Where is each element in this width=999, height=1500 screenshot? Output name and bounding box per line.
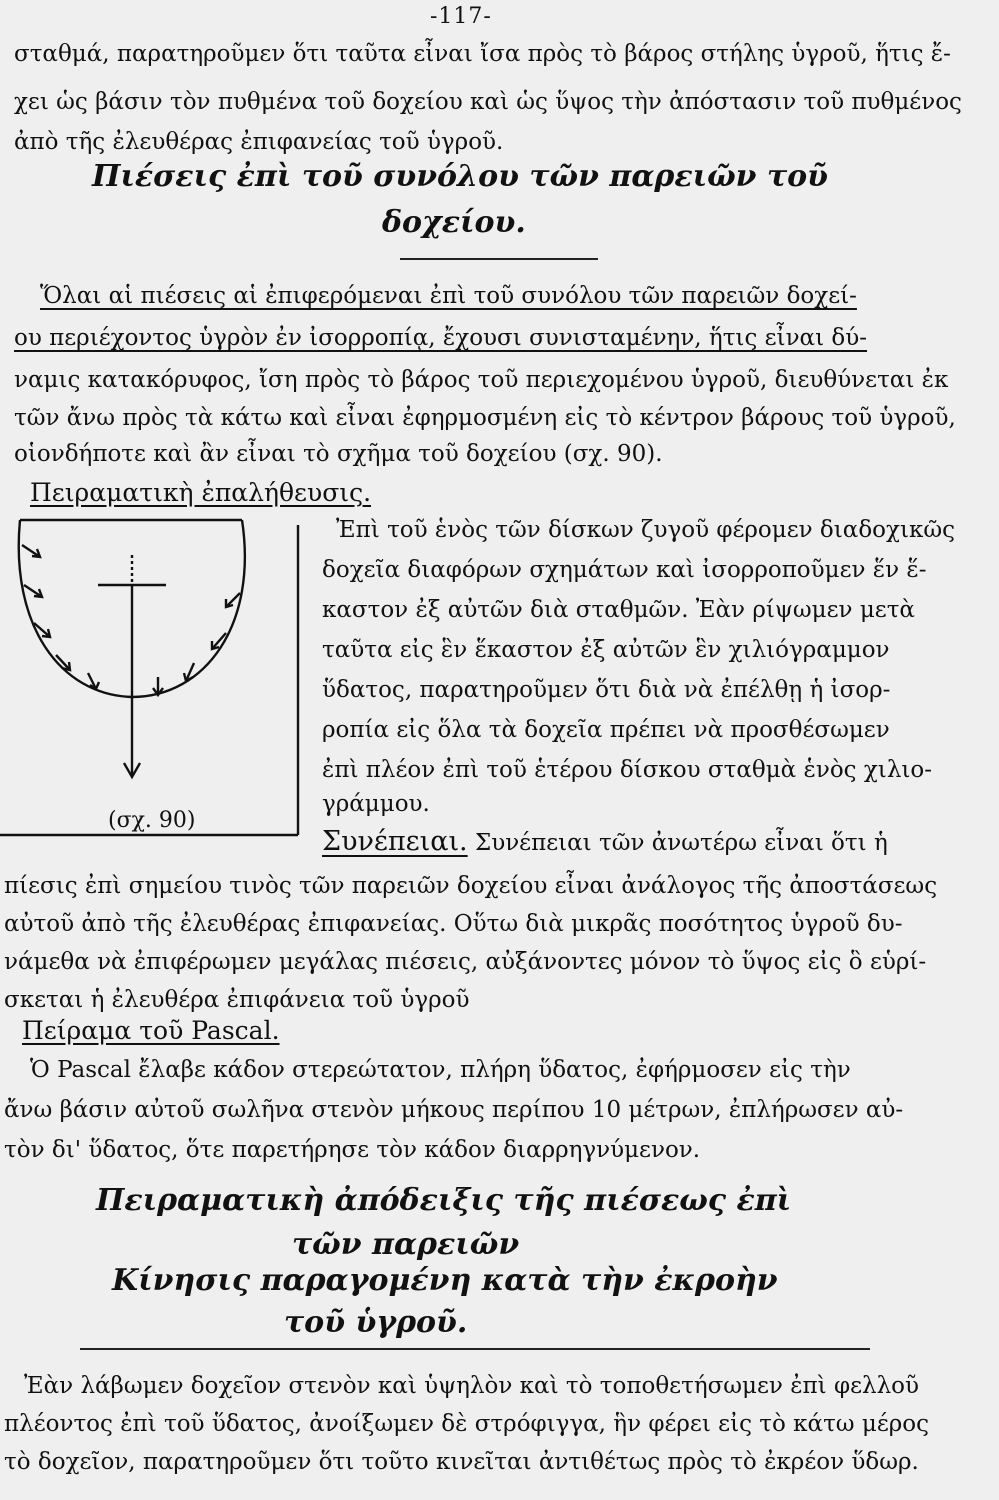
subheading-experimental-verification: Πειραματικὴ ἐπαλήθευσις. (30, 478, 372, 507)
experiment-line-6: ροπία εἰς ὅλα τὰ δοχεῖα πρέπει νὰ προσθέσωμεν (322, 717, 890, 743)
section1-line-3: ναμις κατακόρυφος, ἴση πρὸς τὸ βάρος τοῦ περιεχομένου ὑγροῦ, διευθύνεται ἐκ (14, 367, 949, 393)
heading-demonstration-line-1: Πειραματικὴ ἀπόδειξις τῆς πιέσεως ἐπὶ (96, 1183, 792, 1218)
heading-motion-line-1: Κίνησις παραγομένη κατὰ τὴν ἐκροὴν (112, 1263, 778, 1298)
consequences-first-text: Συνέπειαι τῶν ἀνωτέρω εἶναι ὅτι ἡ (467, 830, 888, 856)
figure-90-vessel-diagram (0, 505, 300, 840)
section1-line-4: τῶν ἄνω πρὸς τὰ κάτω καὶ εἶναι ἐφηρμοσμένη εἰς τὸ κέντρον βάρους τοῦ ὑγροῦ, (14, 405, 956, 431)
experiment-line-7: ἐπὶ πλέον ἐπὶ τοῦ ἑτέρου δίσκου σταθμὰ ἑνὸς χιλιο- (322, 757, 933, 783)
consequences-line-2: αὐτοῦ ἀπὸ τῆς ἐλευθέρας ἐπιφανείας. Οὕτω διὰ μικρᾶς ποσότητος ὑγροῦ δυ- (4, 911, 903, 937)
heading-pressures-line-1: Πιέσεις ἐπὶ τοῦ συνόλου τῶν παρειῶν τοῦ (92, 159, 828, 194)
experiment-line-3: καστον ἐξ αὐτῶν διὰ σταθμῶν. Ἐὰν ρίψωμεν μετὰ (322, 597, 915, 623)
intro-line-1: σταθμά, παρατηροῦμεν ὅτι ταῦτα εἶναι ἴσα πρὸς τὸ βάρος στήλης ὑγροῦ, ἥτις ἔ- (14, 41, 951, 67)
intro-line-3: ἀπὸ τῆς ἐλευθέρας ἐπιφανείας τοῦ ὑγροῦ. (14, 129, 504, 155)
experiment-line-5: ὕδατος, παρατηροῦμεν ὅτι διὰ νὰ ἐπέλθῃ ἡ ἰσορ- (322, 677, 891, 703)
consequences-line-1: πίεσις ἐπὶ σημείου τινὸς τῶν παρειῶν δοχείου εἶναι ἀνάλογος τῆς ἀποστάσεως (4, 873, 938, 899)
page-number: -117- (430, 4, 492, 29)
section1-line-5: οἱονδήποτε καὶ ἂν εἶναι τὸ σχῆμα τοῦ δοχείου (σχ. 90). (14, 441, 663, 467)
experiment-line-4: ταῦτα εἰς ἓν ἕκαστον ἐξ αὐτῶν ἓν χιλιόγραμμον (322, 637, 890, 663)
final-line-2: πλέοντος ἐπὶ τοῦ ὕδατος, ἀνοίξωμεν δὲ στρόφιγγα, ἣν φέρει εἰς τὸ κάτω μέρος (4, 1411, 929, 1437)
consequences-line-4: σκεται ἡ ἐλευθέρα ἐπιφάνεια τοῦ ὑγροῦ (4, 987, 470, 1013)
consequences-label: Συνέπειαι. (322, 826, 468, 857)
section-divider-rule (80, 1348, 870, 1350)
heading-motion-line-2: τοῦ ὑγροῦ. (284, 1305, 468, 1340)
consequences-line-3: νάμεθα νὰ ἐπιφέρωμεν μεγάλας πιέσεις, αὐξάνοντες μόνον τὸ ὕψος εἰς ὃ εὑρί- (4, 949, 927, 975)
figure-caption: (σχ. 90) (108, 808, 196, 833)
heading-demonstration-line-2: τῶν παρειῶν (292, 1227, 520, 1262)
subheading-pascal-experiment: Πείραμα τοῦ Pascal. (22, 1016, 280, 1045)
heading-pressures-line-2: δοχείου. (382, 205, 526, 240)
pascal-line-1: Ὁ Pascal ἔλαβε κάδον στερεώτατον, πλήρη ὕδατος, ἐφήρμοσεν εἰς τὴν (30, 1057, 851, 1083)
section1-line-2: ου περιέχοντος ὑγρὸν ἐν ἰσορροπίᾳ, ἔχουσι συνισταμένην, ἥτις εἶναι δύ- (14, 325, 868, 351)
heading-rule (400, 258, 598, 260)
final-line-3: τὸ δοχεῖον, παρατηροῦμεν ὅτι τοῦτο κινεῖται ἀντιθέτως πρὸς τὸ ἐκρέον ὕδωρ. (4, 1449, 919, 1475)
pascal-line-3: τὸν δι' ὕδατος, ὅτε παρετήρησε τὸν κάδον διαρρηγνύμενον. (4, 1137, 701, 1163)
final-line-1: Ἐὰν λάβωμεν δοχεῖον στενὸν καὶ ὑψηλὸν καὶ τὸ τοποθετήσωμεν ἐπὶ φελλοῦ (24, 1373, 920, 1399)
pascal-line-2: ἄνω βάσιν αὐτοῦ σωλῆνα στενὸν μήκους περίπου 10 μέτρων, ἐπλήρωσεν αὐ- (4, 1097, 904, 1123)
intro-line-2: χει ὡς βάσιν τὸν πυθμένα τοῦ δοχείου καὶ ὡς ὕψος τὴν ἀπόστασιν τοῦ πυθμένος (14, 89, 962, 115)
experiment-line-1: Ἐπὶ τοῦ ἑνὸς τῶν δίσκων ζυγοῦ φέρομεν διαδοχικῶς (336, 517, 955, 543)
experiment-line-8: γράμμου. (322, 791, 430, 817)
section1-line-1: Ὅλαι αἱ πιέσεις αἱ ἐπιφερόμεναι ἐπὶ τοῦ συνόλου τῶν παρειῶν δοχεί- (40, 283, 857, 309)
experiment-line-2: δοχεῖα διαφόρων σχημάτων καὶ ἰσορροποῦμεν ἕν ἕ- (322, 557, 927, 583)
consequences-first-line (322, 828, 888, 857)
